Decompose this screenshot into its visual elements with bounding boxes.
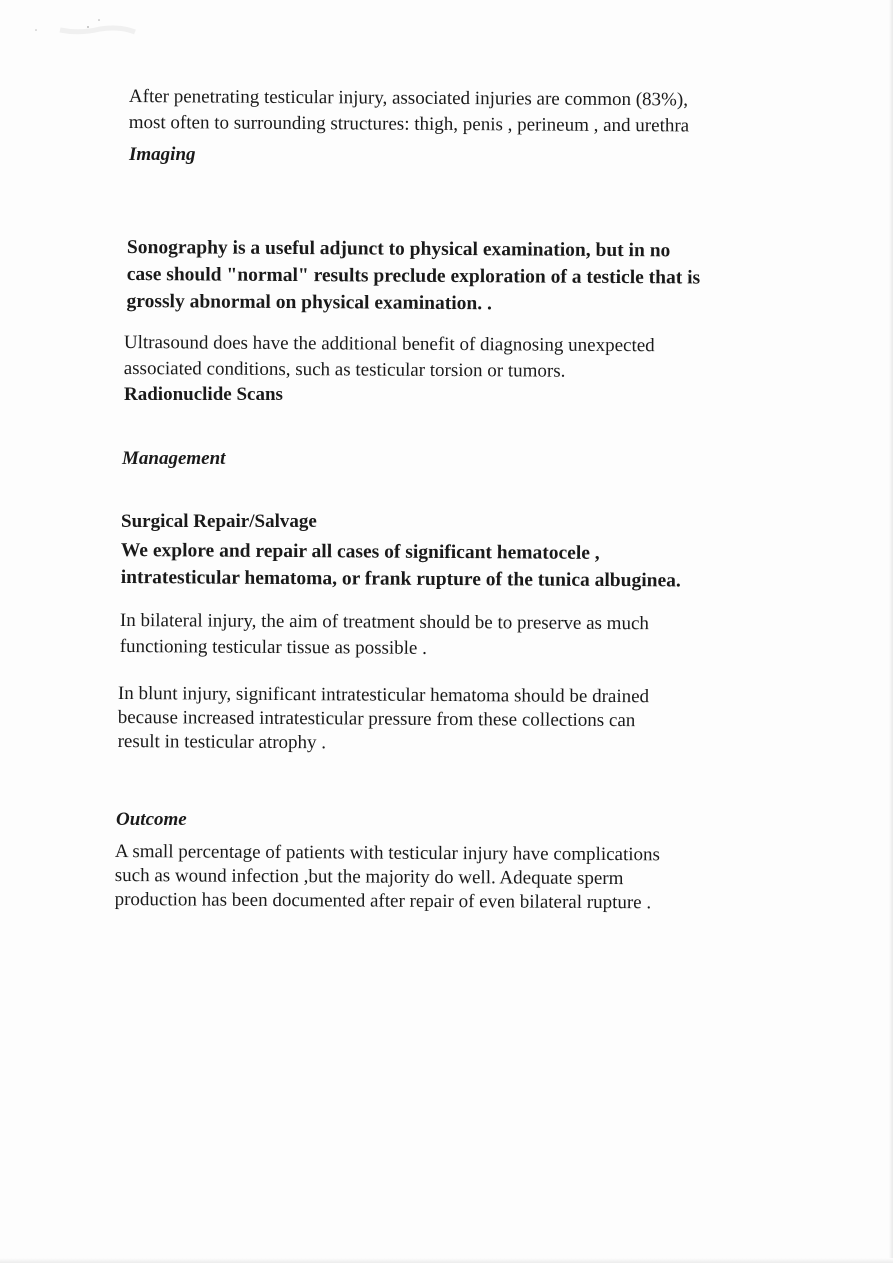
bilateral-line-1: In bilateral injury, the aim of treatment should be to preserve as much bbox=[119, 609, 649, 635]
sonography-line-1: Sonography is a useful adjunct to physical examination, but in no bbox=[126, 236, 671, 262]
bilateral-paragraph bbox=[120, 608, 649, 663]
intro-line-2: most often to surrounding structures: thigh, penis , perineum , and urethra bbox=[128, 111, 690, 137]
outcome-line-2: such as wound infection ,but the majority do well. Adequate sperm bbox=[114, 864, 624, 890]
scan-specks bbox=[30, 10, 140, 38]
outcome-line-1: A small percentage of patients with testicular injury have complications bbox=[114, 841, 661, 866]
heading-management: Management bbox=[122, 448, 226, 469]
ultrasound-paragraph bbox=[124, 330, 655, 385]
blunt-line-2: because increased intratesticular pressure from these collections can bbox=[117, 706, 636, 732]
intro-paragraph bbox=[129, 84, 690, 139]
outcome-line-3: production has been documented after repair of even bilateral rupture . bbox=[114, 888, 652, 914]
explore-paragraph bbox=[121, 537, 681, 594]
explore-line-2: intratesticular hematoma, or frank rupture of the tunica albuginea. bbox=[120, 566, 681, 592]
explore-line-1: We explore and repair all cases of significant hematocele , bbox=[120, 539, 600, 564]
sonography-paragraph bbox=[127, 234, 701, 319]
blunt-line-1: In blunt injury, significant intratesticular hematoma should be drained bbox=[117, 683, 650, 708]
bilateral-line-2: functioning testicular tissue as possible . bbox=[119, 635, 427, 659]
heading-outcome: Outcome bbox=[116, 809, 187, 830]
heading-radionuclide-scans: Radionuclide Scans bbox=[124, 384, 283, 405]
sonography-line-3: grossly abnormal on physical examination. . bbox=[126, 290, 492, 315]
scan-edge-shadow bbox=[889, 0, 893, 1263]
intro-line-1: After penetrating testicular injury, associated injuries are common (83%), bbox=[128, 85, 689, 111]
blunt-injury-paragraph bbox=[118, 682, 650, 757]
blunt-line-3: result in testicular atrophy . bbox=[117, 730, 327, 754]
outcome-paragraph bbox=[115, 840, 660, 915]
ultrasound-line-1: Ultrasound does have the additional benefit of diagnosing unexpected bbox=[123, 331, 655, 357]
heading-surgical-repair: Surgical Repair/Salvage bbox=[121, 511, 317, 532]
ultrasound-line-2: associated conditions, such as testicular torsion or tumors. bbox=[123, 357, 566, 382]
sonography-line-2: case should "normal" results preclude exploration of a testicle that is bbox=[126, 263, 701, 289]
heading-imaging: Imaging bbox=[129, 144, 196, 165]
scan-bottom-shadow bbox=[0, 1258, 893, 1263]
